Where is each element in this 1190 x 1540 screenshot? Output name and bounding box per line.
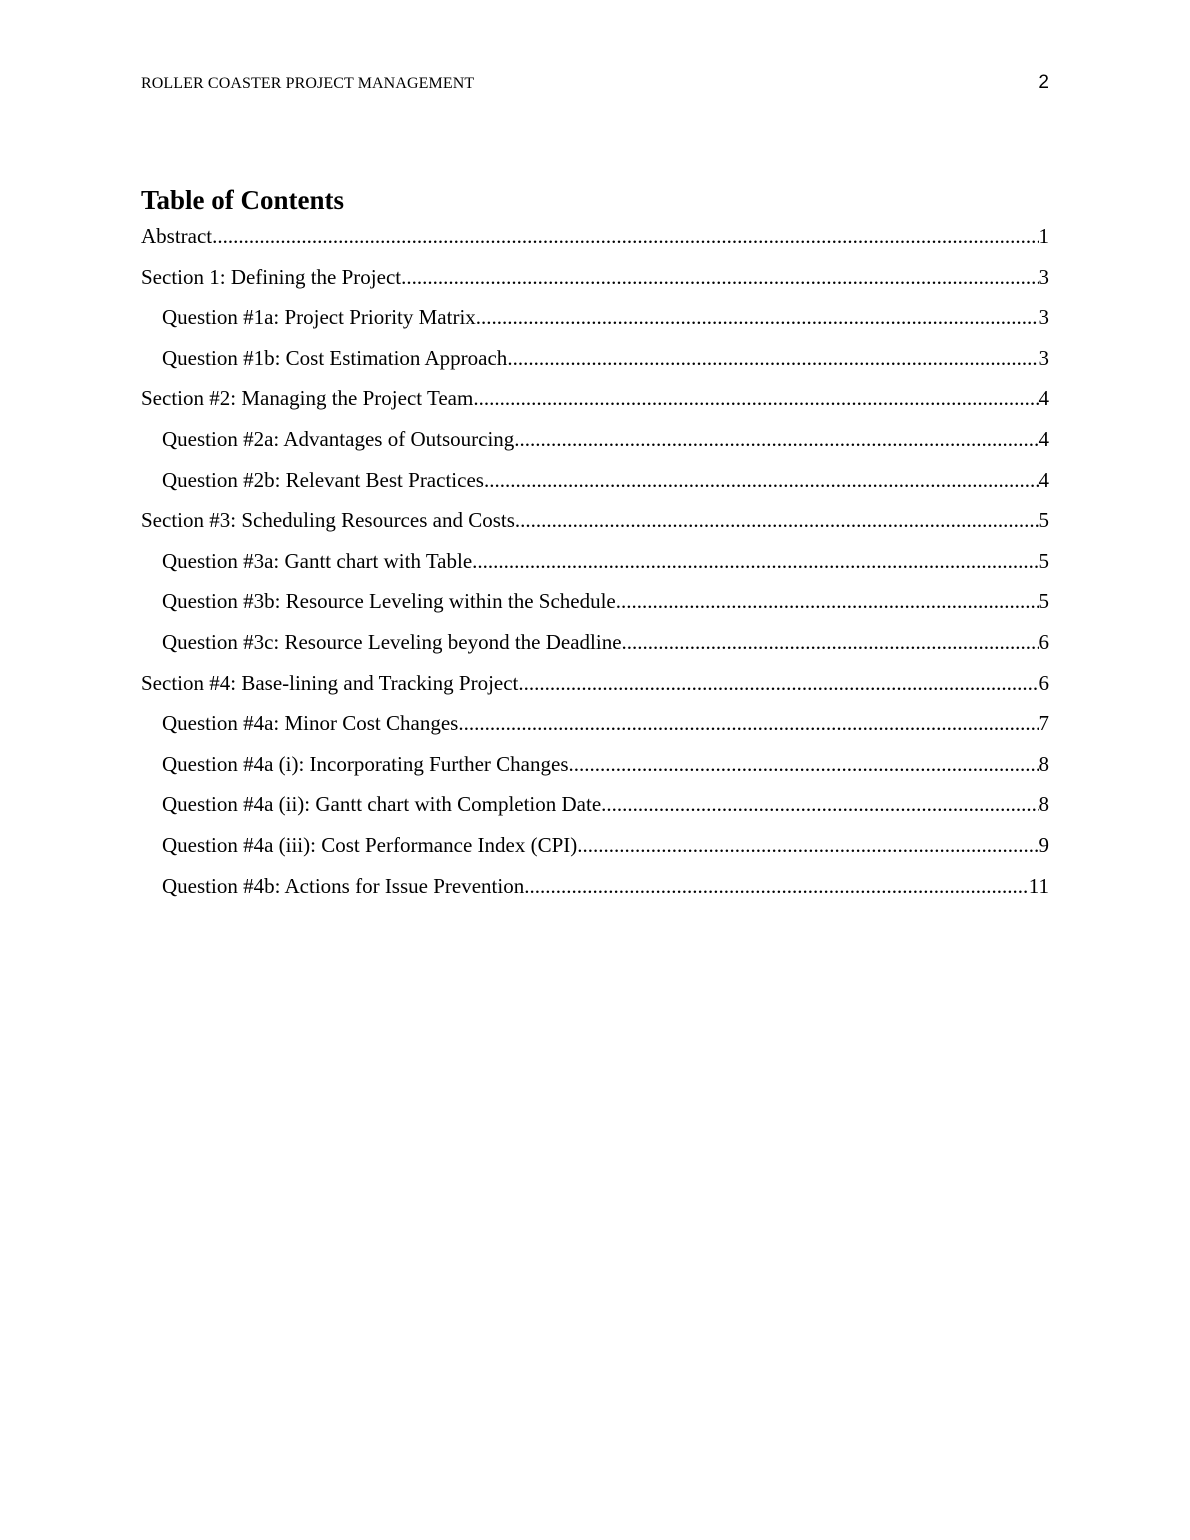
- toc-entry-label: Question #1b: Cost Estimation Approach: [162, 345, 508, 370]
- toc-entry-label: Question #4a: Minor Cost Changes: [162, 711, 459, 736]
- toc-entry-label: Question #3a: Gantt chart with Table: [162, 548, 473, 573]
- toc-subsection-entry[interactable]: [141, 792, 1049, 833]
- toc-entry-label: Question #1a: Project Priority Matrix: [162, 305, 476, 330]
- toc-subsection-entry[interactable]: [141, 630, 1049, 671]
- toc-dot-leader: [472, 549, 1038, 574]
- toc-entry-label: Question #3c: Resource Leveling beyond the Deadline: [162, 629, 622, 654]
- toc-subsection-entry[interactable]: [141, 468, 1049, 509]
- toc-entry-page: 5: [1038, 589, 1049, 614]
- toc-entry-page: 3: [1038, 345, 1049, 370]
- toc-entry-page: 4: [1038, 426, 1049, 451]
- toc-subsection-entry[interactable]: [141, 305, 1049, 346]
- toc-entry-label: Question #2a: Advantages of Outsourcing: [162, 426, 515, 451]
- toc-dot-leader: [601, 792, 1038, 817]
- toc-entry-page: 3: [1038, 264, 1049, 289]
- toc-dot-leader: [514, 427, 1038, 452]
- toc-entry-label: Abstract: [141, 224, 213, 248]
- toc-dot-leader: [476, 305, 1039, 330]
- toc-subsection-entry[interactable]: [141, 752, 1049, 793]
- toc-entry-page: 11: [1028, 873, 1049, 898]
- toc-dot-leader: [616, 589, 1039, 614]
- toc-subsection-entry[interactable]: [141, 427, 1049, 468]
- toc-subsection-entry[interactable]: [141, 346, 1049, 387]
- toc-section-entry[interactable]: [141, 224, 1049, 265]
- toc-subsection-entry[interactable]: [141, 874, 1049, 915]
- toc-entry-page: 8: [1038, 751, 1049, 776]
- toc-entry-page: 6: [1038, 670, 1049, 695]
- toc-entry-page: 9: [1038, 832, 1049, 857]
- toc-dot-leader: [212, 224, 1038, 249]
- toc-section-entry[interactable]: [141, 386, 1049, 427]
- toc-entry-label: Question #4a (ii): Gantt chart with Completion Date: [162, 792, 602, 817]
- toc-dot-leader: [401, 265, 1038, 290]
- toc-subsection-entry[interactable]: [141, 589, 1049, 630]
- toc-entry-page: 8: [1038, 792, 1049, 817]
- toc-entry-label: Question #4a (i): Incorporating Further Changes: [162, 751, 569, 776]
- toc-section-entry[interactable]: [141, 265, 1049, 306]
- toc-subsection-entry[interactable]: [141, 711, 1049, 752]
- toc-title: Table of Contents: [141, 185, 345, 215]
- toc-dot-leader: [484, 468, 1039, 493]
- toc-dot-leader: [569, 752, 1039, 777]
- toc-dot-leader: [518, 671, 1038, 696]
- toc-entry-label: Question #2b: Relevant Best Practices: [162, 467, 484, 492]
- toc-dot-leader: [515, 508, 1039, 533]
- toc-entry-label: Section #3: Scheduling Resources and Costs: [141, 508, 515, 533]
- toc-section-entry[interactable]: [141, 671, 1049, 712]
- toc-dot-leader: [577, 833, 1038, 858]
- toc-entry-label: Question #4a (iii): Cost Performance Index (CPI): [162, 832, 578, 857]
- toc-entry-label: Question #4b: Actions for Issue Prevention: [162, 873, 525, 898]
- toc-entry-page: 3: [1038, 305, 1049, 330]
- running-head: ROLLER COASTER PROJECT MANAGEMENT: [141, 75, 475, 92]
- toc-dot-leader: [507, 346, 1038, 371]
- toc-dot-leader: [473, 386, 1038, 411]
- toc-entry-page: 5: [1038, 508, 1049, 533]
- toc-entry-page: 1: [1038, 224, 1049, 248]
- toc-dot-leader: [458, 711, 1038, 736]
- toc-entry-page: 4: [1038, 467, 1049, 492]
- toc-entry-page: 4: [1038, 386, 1049, 411]
- toc-list: [141, 224, 1049, 914]
- toc-entry-label: Question #3b: Resource Leveling within the Schedule: [162, 589, 616, 614]
- toc-section-entry[interactable]: [141, 508, 1049, 549]
- toc-entry-label: Section 1: Defining the Project: [141, 264, 402, 289]
- page-number: 2: [1038, 72, 1049, 93]
- toc-subsection-entry[interactable]: [141, 833, 1049, 874]
- toc-entry-label: Section #4: Base-lining and Tracking Project: [141, 670, 519, 695]
- toc-entry-label: Section #2: Managing the Project Team: [141, 386, 474, 411]
- toc-subsection-entry[interactable]: [141, 549, 1049, 590]
- toc-dot-leader: [524, 874, 1029, 899]
- toc-entry-page: 7: [1038, 711, 1049, 736]
- toc-dot-leader: [622, 630, 1039, 655]
- toc-entry-page: 5: [1038, 548, 1049, 573]
- toc-entry-page: 6: [1038, 629, 1049, 654]
